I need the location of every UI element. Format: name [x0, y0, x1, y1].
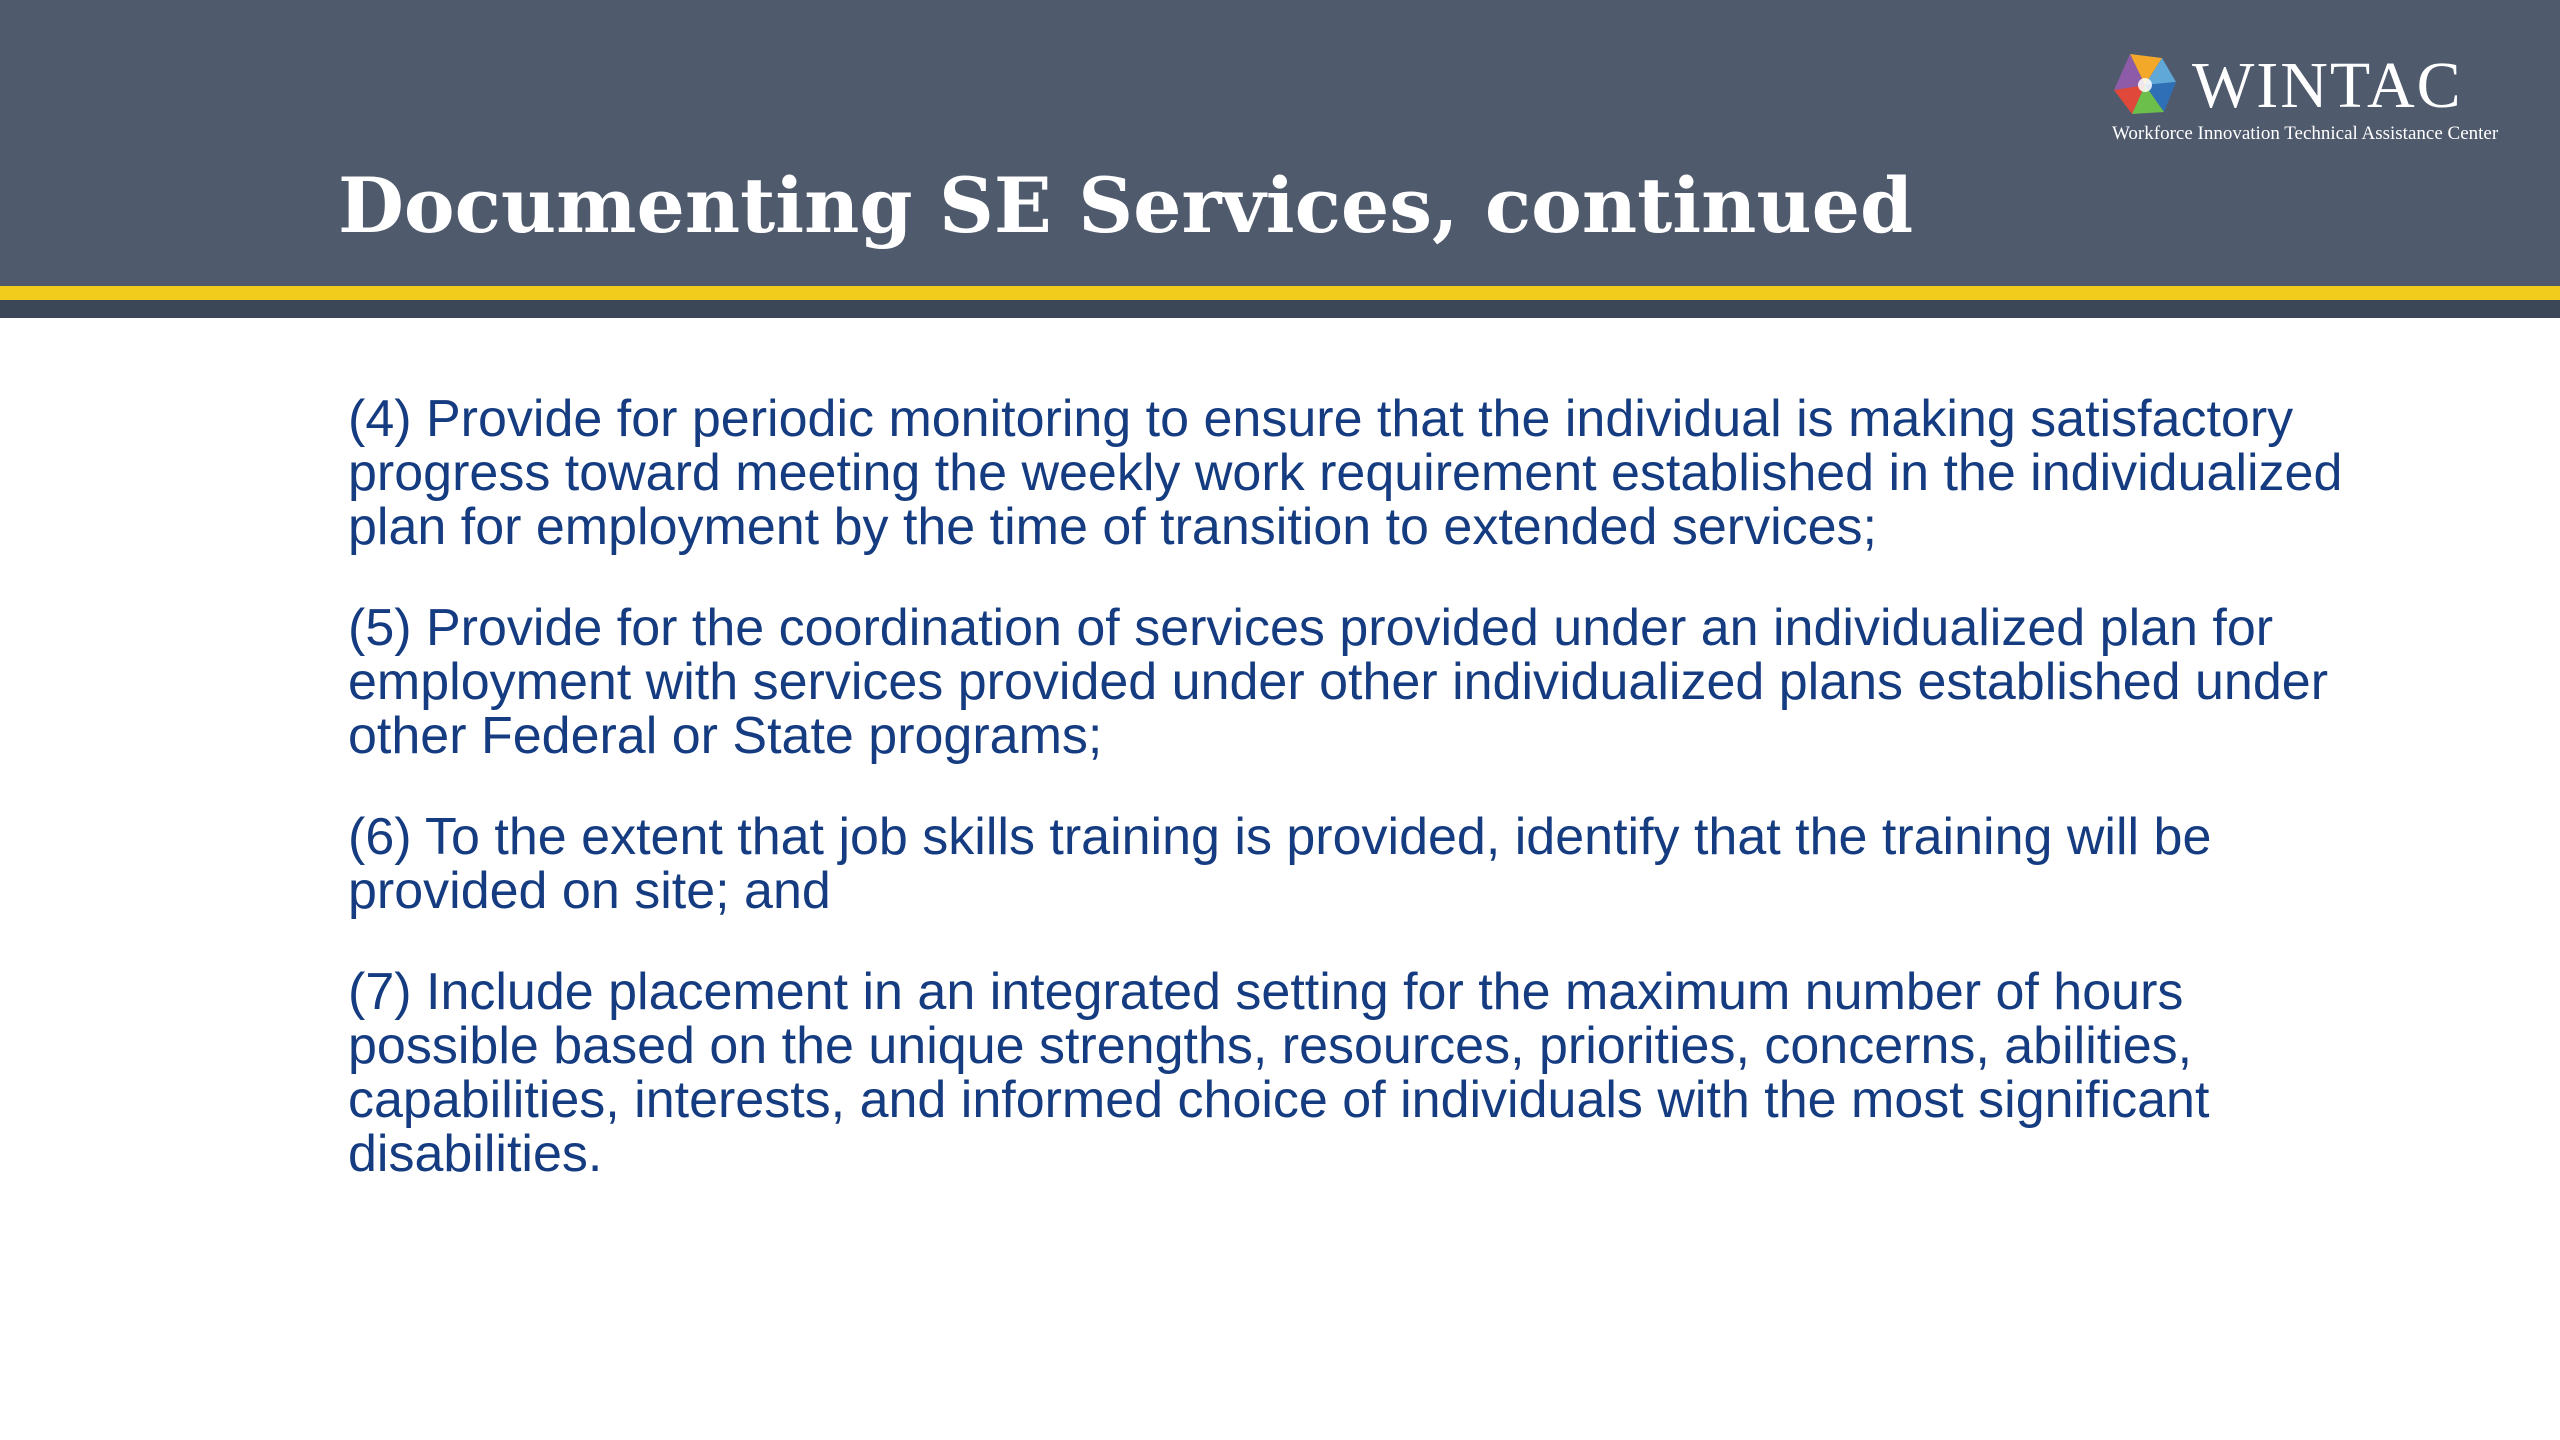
header-divider-rule [0, 300, 2560, 318]
paragraph-item-5: (5) Provide for the coordination of services provided under an individualized plan for employment with services provided under other individualized plans established under other Federal or State programs; [348, 599, 2329, 765]
header-bar [0, 0, 2560, 286]
pinwheel-logo-icon [2110, 50, 2180, 120]
logo-wordmark: WINTAC [2192, 49, 2463, 122]
paragraph-item-7: (7) Include placement in an integrated setting for the maximum number of hours possible based on the unique strengths, resources, priorities, concerns, abilities, capabilities, interests, and informed choice of individuals with the most significant disabilities. [348, 963, 2210, 1183]
header-accent-rule [0, 286, 2560, 300]
logo-tagline: Workforce Innovation Technical Assistance Center [2112, 123, 2499, 144]
slide-body [348, 392, 2348, 1228]
wintac-logo [2110, 50, 2530, 150]
paragraph-item-4: (4) Provide for periodic monitoring to ensure that the individual is making satisfactory progress toward meeting the weekly work requirement established in the individualized plan for employment by the time of transition to extended services; [348, 390, 2343, 556]
paragraph-item-6: (6) To the extent that job skills training is provided, identify that the training will be provided on site; and [348, 808, 2212, 920]
slide-title: Documenting SE Services, continued [338, 161, 1914, 250]
